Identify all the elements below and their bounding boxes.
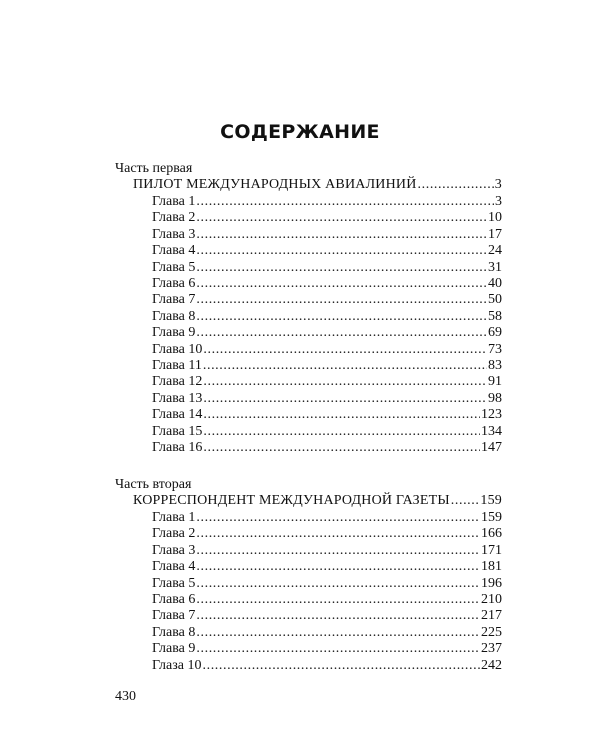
chapter-label: Глава 5 xyxy=(152,575,196,591)
dot-leader xyxy=(203,342,487,358)
chapter-entry xyxy=(152,424,502,440)
chapter-entry xyxy=(152,559,502,575)
chapter-entry xyxy=(152,440,502,456)
chapter-page-number: 123 xyxy=(481,407,502,423)
dot-leader xyxy=(196,576,480,592)
dot-leader xyxy=(196,243,487,259)
chapter-label: Глава 7 xyxy=(152,292,196,308)
chapter-page-number: 242 xyxy=(481,657,502,673)
chapter-page-number: 40 xyxy=(488,276,502,291)
dot-leader xyxy=(203,424,480,440)
dot-leader xyxy=(418,177,494,193)
chapter-page-number: 31 xyxy=(488,259,502,275)
chapter-label: Глава 15 xyxy=(152,423,203,439)
page-title: СОДЕРЖАНИЕ xyxy=(220,121,380,143)
dot-leader xyxy=(196,276,487,292)
chapter-label: Глава 2 xyxy=(152,210,196,226)
dot-leader xyxy=(196,260,487,276)
dot-leader xyxy=(451,493,480,509)
chapter-entry xyxy=(152,592,502,608)
dot-leader xyxy=(196,625,480,641)
chapter-entry xyxy=(152,608,502,624)
chapter-label: Глава 6 xyxy=(152,276,196,291)
chapter-page-number: 237 xyxy=(481,641,502,657)
chapter-label: Глава 14 xyxy=(152,407,203,423)
chapter-entry xyxy=(152,576,502,592)
chapter-page-number: 73 xyxy=(488,341,502,357)
chapter-label: Глава 3 xyxy=(152,226,196,242)
part-title-line xyxy=(133,177,502,193)
chapter-page-number: 98 xyxy=(488,390,502,406)
dot-leader xyxy=(196,592,480,608)
dot-leader xyxy=(196,510,480,526)
chapter-entry xyxy=(152,342,502,358)
chapter-label: Глава 16 xyxy=(152,440,203,455)
chapter-page-number: 58 xyxy=(488,308,502,324)
chapter-page-number: 217 xyxy=(481,608,502,624)
chapter-label: Глава 1 xyxy=(152,194,196,209)
chapter-entry xyxy=(152,641,502,657)
dot-leader xyxy=(196,210,487,226)
chapter-page-number: 225 xyxy=(481,624,502,640)
chapter-page-number: 134 xyxy=(481,423,502,439)
chapter-label: Глава 10 xyxy=(152,341,203,357)
chapter-label: Глава 7 xyxy=(152,608,196,624)
dot-leader xyxy=(196,641,480,657)
chapter-label: Глава 5 xyxy=(152,259,196,275)
part-title: ПИЛОТ МЕЖДУНАРОДНЫХ АВИАЛИНИЙ xyxy=(133,177,417,192)
chapter-page-number: 181 xyxy=(481,559,502,575)
chapter-page-number: 3 xyxy=(495,194,502,209)
dot-leader xyxy=(196,194,494,210)
chapter-entry xyxy=(152,543,502,559)
chapter-entry xyxy=(152,325,502,341)
chapter-label: Глава 8 xyxy=(152,624,196,640)
chapter-entry xyxy=(152,243,502,259)
page-number: 430 xyxy=(115,689,136,704)
chapter-label: Глава 6 xyxy=(152,592,196,607)
dot-leader xyxy=(203,407,480,423)
chapter-label: Глаза 10 xyxy=(152,657,202,673)
part-title: КОРРЕСПОНДЕНТ МЕЖДУНАРОДНОЙ ГАЗЕТЫ xyxy=(133,493,450,508)
chapter-page-number: 10 xyxy=(488,210,502,226)
chapter-entry xyxy=(152,309,502,325)
chapter-page-number: 17 xyxy=(488,226,502,242)
chapter-label: Глава 8 xyxy=(152,308,196,324)
chapter-page-number: 83 xyxy=(488,358,502,373)
chapter-page-number: 91 xyxy=(488,374,502,390)
chapter-entry xyxy=(152,658,502,674)
dot-leader xyxy=(196,325,487,341)
dot-leader xyxy=(196,559,480,575)
dot-leader xyxy=(196,608,480,624)
chapter-label: Глава 1 xyxy=(152,510,196,525)
chapter-entry xyxy=(152,194,502,210)
chapter-entry xyxy=(152,292,502,308)
dot-leader xyxy=(196,543,480,559)
chapter-page-number: 166 xyxy=(481,526,502,542)
part-label: Часть вторая xyxy=(115,477,192,492)
chapter-page-number: 159 xyxy=(481,510,502,525)
chapter-entry xyxy=(152,276,502,292)
chapter-page-number: 196 xyxy=(481,575,502,591)
dot-leader xyxy=(196,309,487,325)
chapter-label: Глава 9 xyxy=(152,325,196,341)
chapter-entry xyxy=(152,358,502,374)
chapter-label: Глава 13 xyxy=(152,390,203,406)
chapter-entry xyxy=(152,260,502,276)
chapter-entry xyxy=(152,210,502,226)
chapter-page-number: 171 xyxy=(481,542,502,558)
chapter-page-number: 50 xyxy=(488,292,502,308)
chapter-label: Глава 3 xyxy=(152,542,196,558)
chapter-entry xyxy=(152,407,502,423)
chapter-page-number: 210 xyxy=(481,592,502,607)
chapter-entry xyxy=(152,526,502,542)
dot-leader xyxy=(203,358,487,374)
chapter-label: Глава 9 xyxy=(152,641,196,657)
chapter-page-number: 69 xyxy=(488,325,502,341)
chapter-label: Глава 4 xyxy=(152,243,196,259)
dot-leader xyxy=(203,440,480,456)
chapter-entry xyxy=(152,374,502,390)
part-page-number: 159 xyxy=(480,493,502,508)
dot-leader xyxy=(203,391,487,407)
chapter-label: Глава 4 xyxy=(152,559,196,575)
chapter-label: Глава 2 xyxy=(152,526,196,542)
dot-leader xyxy=(196,526,480,542)
dot-leader xyxy=(196,227,487,243)
chapter-entry xyxy=(152,510,502,526)
chapter-entry xyxy=(152,391,502,407)
part-page-number: 3 xyxy=(494,177,502,192)
chapter-page-number: 24 xyxy=(488,243,502,259)
chapter-page-number: 147 xyxy=(481,440,502,455)
chapter-label: Глава 12 xyxy=(152,374,203,390)
part-title-line xyxy=(133,493,502,509)
chapter-entry xyxy=(152,227,502,243)
part-label: Часть первая xyxy=(115,161,193,176)
dot-leader xyxy=(196,292,487,308)
chapter-label: Глава 11 xyxy=(152,358,202,373)
dot-leader xyxy=(203,374,487,390)
dot-leader xyxy=(203,658,481,674)
chapter-entry xyxy=(152,625,502,641)
